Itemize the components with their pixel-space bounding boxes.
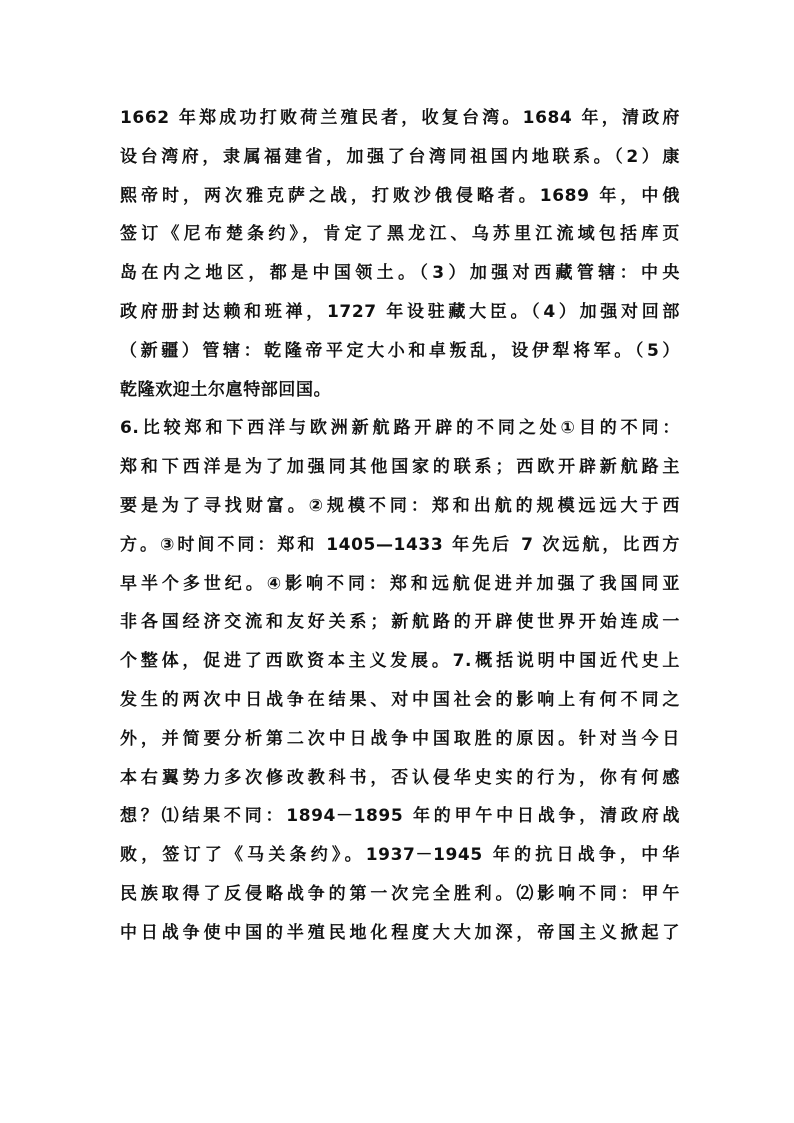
text-line: 熙帝时，两次雅克萨之战，打败沙俄侵略者。1689 年，中俄 (120, 185, 680, 206)
text-line: 非各国经济交流和友好关系；新航路的开辟使世界开始连成一 (120, 612, 680, 633)
text-line: 中日战争使中国的半殖民地化程度大大加深，帝国主义掀起了 (120, 922, 680, 943)
text-line: 外，并简要分析第二次中日战争中国取胜的原因。针对当今日 (120, 728, 680, 749)
text-line: 郑和下西洋是为了加强同其他国家的联系；西欧开辟新航路主 (120, 457, 680, 478)
document-body (120, 99, 680, 953)
text-line: 6.比较郑和下西洋与欧洲新航路开辟的不同之处①目的不同： (120, 418, 680, 439)
text-line: 乾隆欢迎土尔扈特部回国。 (120, 379, 332, 400)
text-line: 岛在内之地区，都是中国领土。（3）加强对西藏管辖：中央 (120, 263, 680, 284)
text-line: 发生的两次中日战争在结果、对中国社会的影响上有何不同之 (120, 689, 680, 710)
text-line: 早半个多世纪。④影响不同：郑和远航促进并加强了我国同亚 (120, 573, 680, 594)
text-line: （新疆）管辖：乾隆帝平定大小和卓叛乱，设伊犁将军。（5） (120, 340, 680, 361)
text-line: 签订《尼布楚条约》，肯定了黑龙江、乌苏里江流域包括库页 (120, 224, 680, 245)
text-line: 民族取得了反侵略战争的第一次完全胜利。⑵影响不同：甲午 (120, 883, 680, 904)
text-line: 想？⑴结果不同：1894－1895 年的甲午中日战争，清政府战 (120, 806, 680, 827)
text-line: 政府册封达赖和班禅，1727 年设驻藏大臣。（4）加强对回部 (120, 301, 680, 322)
text-line: 败，签订了《马关条约》。1937－1945 年的抗日战争，中华 (120, 845, 680, 866)
text-line: 要是为了寻找财富。②规模不同：郑和出航的规模远远大于西 (120, 495, 680, 516)
text-line: 方。③时间不同：郑和 1405—1433 年先后 7 次远航，比西方 (120, 534, 680, 555)
text-line: 本右翼势力多次修改教科书，否认侵华史实的行为，你有何感 (120, 767, 680, 788)
text-line: 个整体，促进了西欧资本主义发展。7.概括说明中国近代史上 (120, 651, 680, 672)
text-line: 设台湾府，隶属福建省，加强了台湾同祖国内地联系。（2）康 (120, 146, 680, 167)
text-line: 1662 年郑成功打败荷兰殖民者，收复台湾。1684 年，清政府 (120, 108, 680, 128)
